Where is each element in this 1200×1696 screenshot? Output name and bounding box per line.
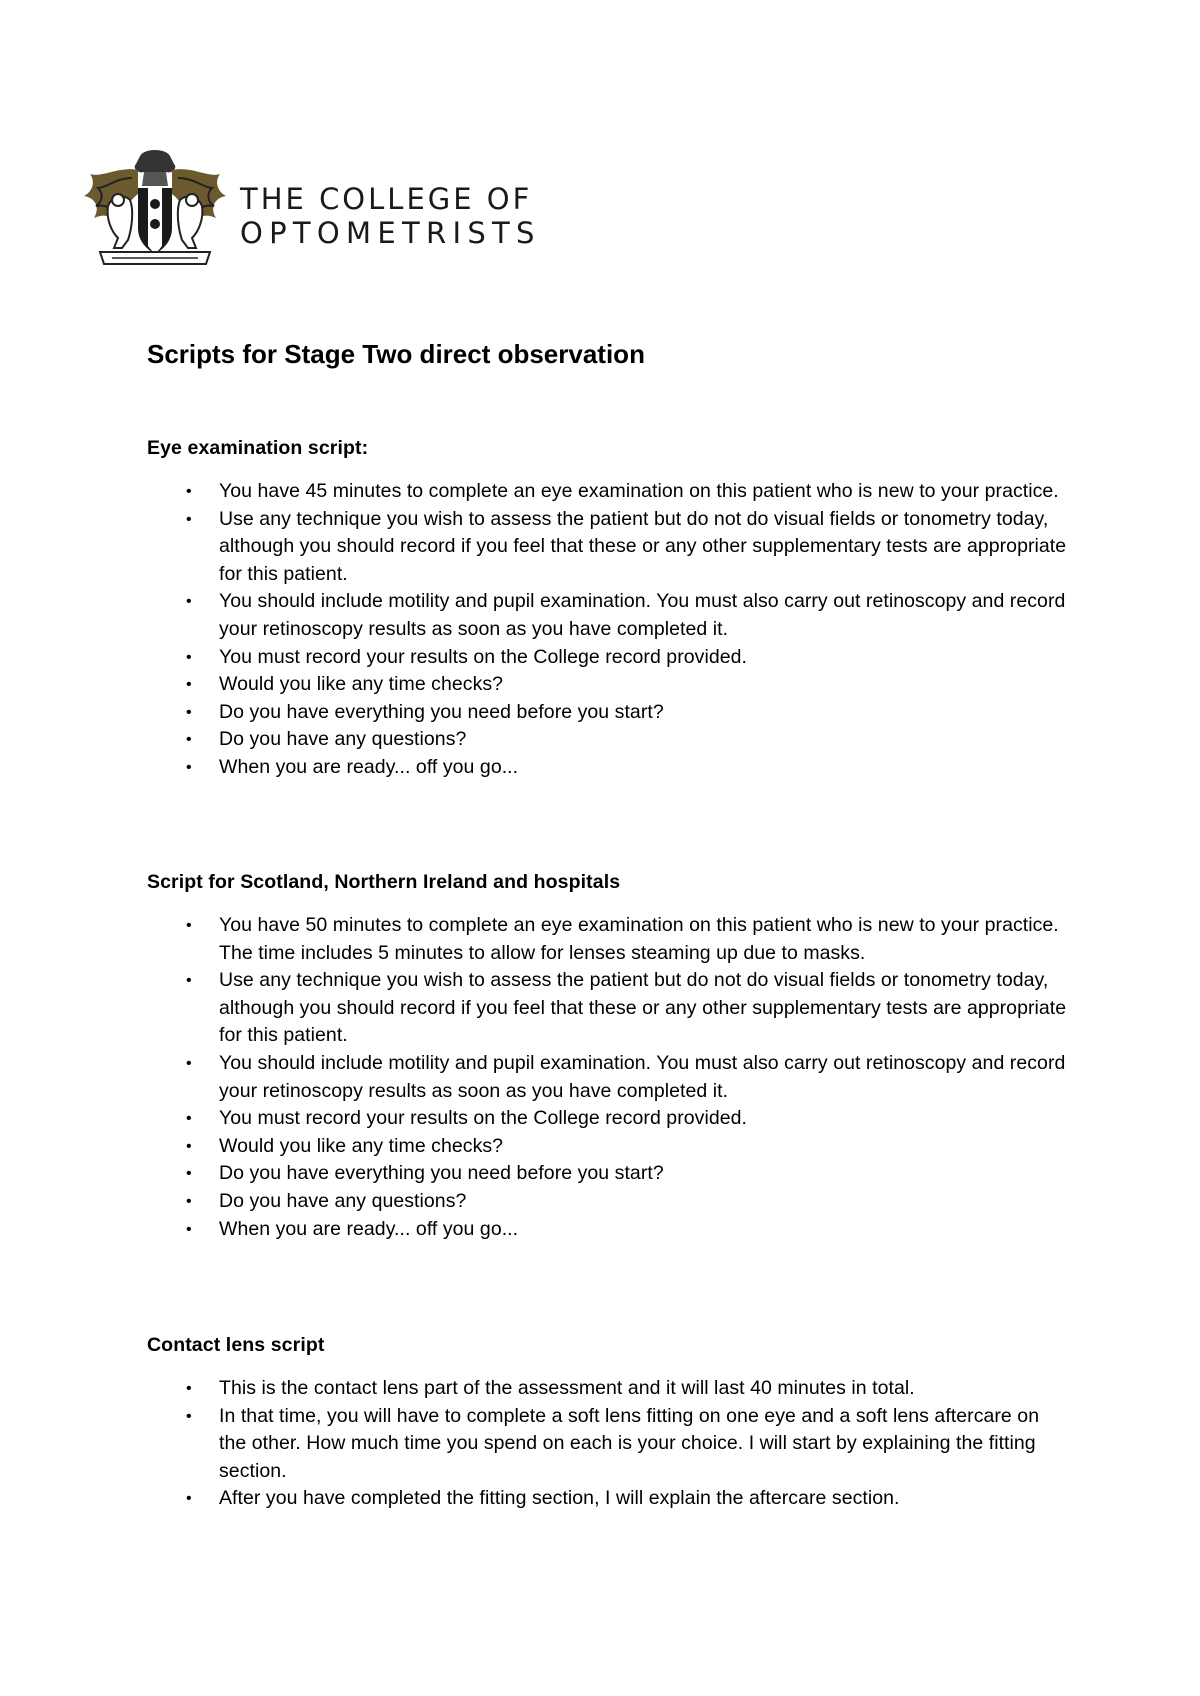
bullet-icon: • (186, 972, 192, 990)
section-heading: Eye examination script: (147, 437, 369, 459)
list-item: • Would you like any time checks? (147, 671, 1067, 699)
bullet-icon: • (186, 510, 192, 528)
bullet-icon: • (186, 483, 192, 500)
page-title: Scripts for Stage Two direct observation (147, 339, 645, 369)
list-item: • Do you have any questions? (147, 1188, 1067, 1216)
list-item: • Use any technique you wish to assess the patient but do not do visual fields or tonometry today, although you should record if you feel that these or any other supplementary tests are appropriate for this patient. (186, 507, 1067, 585)
list-item: • You should include motility and pupil examination. You must also carry out retinoscopy and record your retinoscopy results as soon as you have completed it. (186, 1051, 1066, 1102)
bullet-icon: • (186, 1054, 192, 1072)
logo-wordmark (240, 182, 541, 250)
logo-line-1: THE COLLEGE OF (240, 182, 533, 216)
section-heading: Contact lens script (147, 1334, 325, 1356)
list-item: • Do you have everything you need before you start? (147, 699, 1067, 727)
list-item: • You should include motility and pupil examination. You must also carry out retinoscopy and record your retinoscopy results as soon as you have completed it. (186, 590, 1066, 640)
bullet-icon: • (186, 648, 192, 666)
bullet-list (147, 478, 1067, 782)
bullet-icon: • (186, 593, 192, 611)
list-item: • After you have completed the fitting section, I will explain the aftercare section. (147, 1485, 1067, 1513)
bullet-icon: • (186, 758, 192, 776)
scotland-ni-hospitals-section (147, 868, 1067, 1243)
list-item: • This is the contact lens part of the assessment and it will last 40 minutes in total. (147, 1375, 1067, 1403)
bullet-icon: • (186, 1380, 192, 1397)
bullet-icon: • (186, 703, 192, 721)
contact-lens-section (147, 1331, 1067, 1513)
bullet-icon: • (186, 917, 192, 934)
bullet-list (147, 912, 1067, 1243)
list-item: • You have 45 minutes to complete an eye examination on this patient who is new to your practice. (147, 478, 1067, 506)
list-item: • You must record your results on the College record provided. (147, 1105, 1067, 1133)
college-logo (82, 148, 542, 266)
list-item: • Do you have any questions? (147, 726, 1067, 754)
list-item: • Would you like any time checks? (147, 1133, 1067, 1161)
bullet-icon: • (186, 676, 192, 694)
list-item: • You have 50 minutes to complete an eye examination on this patient who is new to your practice. The time includes 5 minutes to allow for lenses steaming up due to masks. (186, 914, 1059, 964)
list-item: • When you are ready... off you go... (147, 754, 1067, 782)
list-item: • Use any technique you wish to assess the patient but do not do visual fields or tonometry today, although you should record if you feel that these or any other supplementary tests are appropriate for this patient. (186, 969, 1067, 1047)
bullet-icon: • (186, 1137, 192, 1155)
list-item: • Do you have everything you need before you start? (147, 1160, 1067, 1188)
bullet-icon: • (186, 1220, 192, 1238)
list-item: • When you are ready... off you go... (147, 1216, 1067, 1244)
bullet-icon: • (186, 731, 192, 749)
bullet-icon: • (186, 1110, 192, 1128)
list-item: • In that time, you will have to complete a soft lens fitting on one eye and a soft lens aftercare on the other. How much time you spend on each is your choice. I will start by explaining the fitting section. (186, 1404, 1040, 1482)
bullet-icon: • (186, 1192, 192, 1210)
list-item: • You must record your results on the College record provided. (147, 644, 1067, 672)
coat-of-arms-icon (82, 148, 228, 266)
bullet-icon: • (186, 1407, 192, 1425)
bullet-icon: • (186, 1490, 192, 1508)
logo-line-2: OPTOMETRISTS (240, 216, 541, 250)
section-heading: Script for Scotland, Northern Ireland and hospitals (147, 871, 621, 893)
bullet-list (147, 1375, 1067, 1513)
bullet-icon: • (186, 1165, 192, 1183)
eye-examination-section (147, 434, 1067, 782)
